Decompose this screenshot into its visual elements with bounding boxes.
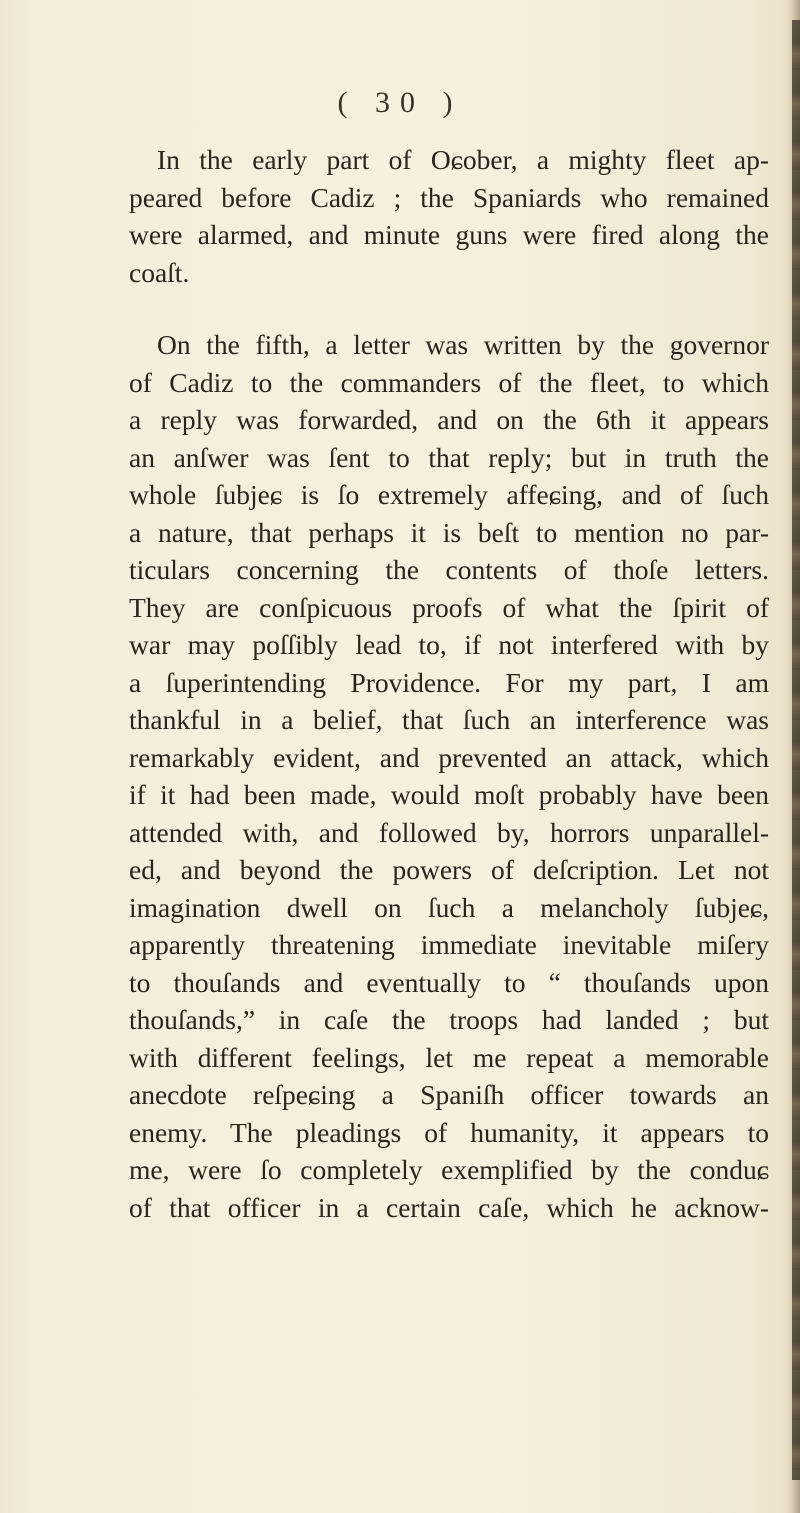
text-line: of that officer in a certain caſe, which he acknow- bbox=[129, 1191, 769, 1223]
text-line: attended with, and followed by, horrors unparallel- bbox=[129, 816, 769, 848]
text-line: if it had been made, would moſt probably have been bbox=[129, 779, 769, 810]
text-line: ed, and beyond the powers of deſcription. Let not bbox=[129, 854, 769, 885]
text-line: apparently threatening immediate inevitable miſery bbox=[129, 929, 769, 960]
text-line: coaſt. bbox=[129, 256, 190, 288]
text-line: were alarmed, and minute guns were fired along the bbox=[129, 219, 769, 250]
text-line: whole ſubjeɕ is ſo extremely affeɕing, and of ſuch bbox=[129, 479, 769, 510]
text-line: thouſands,” in caſe the troops had landed ; but bbox=[129, 1004, 769, 1035]
text-line: anecdote reſpeɕing a Spaniſh officer towards an bbox=[129, 1079, 769, 1110]
paragraph-2 bbox=[129, 326, 769, 1226]
page-edge-binding bbox=[792, 20, 800, 1480]
text-line: imagination dwell on ſuch a melancholy ſubjeɕ, bbox=[129, 891, 769, 923]
paragraph-1 bbox=[129, 141, 769, 291]
text-line: with different feelings, let me repeat a memorable bbox=[129, 1041, 769, 1073]
text-line: an anſwer was ſent to that reply; but in truth the bbox=[129, 441, 769, 473]
text-line: ticulars concerning the contents of thoſe letters. bbox=[129, 554, 769, 585]
text-line: remarkably evident, and prevented an attack, which bbox=[129, 741, 769, 773]
text-line: thankful in a belief, that ſuch an interference was bbox=[129, 704, 769, 735]
text-line: a nature, that perhaps it is beſt to mention no par- bbox=[129, 516, 769, 548]
paragraph-spacer bbox=[129, 291, 769, 326]
text-line: enemy. The pleadings of humanity, it appears to bbox=[129, 1116, 769, 1148]
text-line: On the fifth, a letter was written by the governor bbox=[157, 329, 769, 360]
text-line: They are conſpicuous proofs of what the ſpirit of bbox=[129, 591, 769, 623]
page-number: ( 30 ) bbox=[337, 86, 463, 119]
text-line: In the early part of Oɕober, a mighty fleet ap- bbox=[157, 144, 769, 175]
text-line: to thouſands and eventually to “ thouſands upon bbox=[129, 966, 769, 998]
text-line: peared before Cadiz ; the Spaniards who remained bbox=[129, 181, 769, 213]
text-line: a reply was forwarded, and on the 6th it appears bbox=[129, 404, 769, 435]
text-line: me, were ſo completely exemplified by the conduɕ bbox=[129, 1154, 769, 1185]
text-line: war may poſſibly lead to, if not interfered with by bbox=[129, 629, 769, 660]
body-text bbox=[129, 141, 769, 1226]
text-line: of Cadiz to the commanders of the fleet, to which bbox=[129, 366, 769, 398]
text-line: a ſuperintending Providence. For my part, I am bbox=[129, 666, 769, 698]
